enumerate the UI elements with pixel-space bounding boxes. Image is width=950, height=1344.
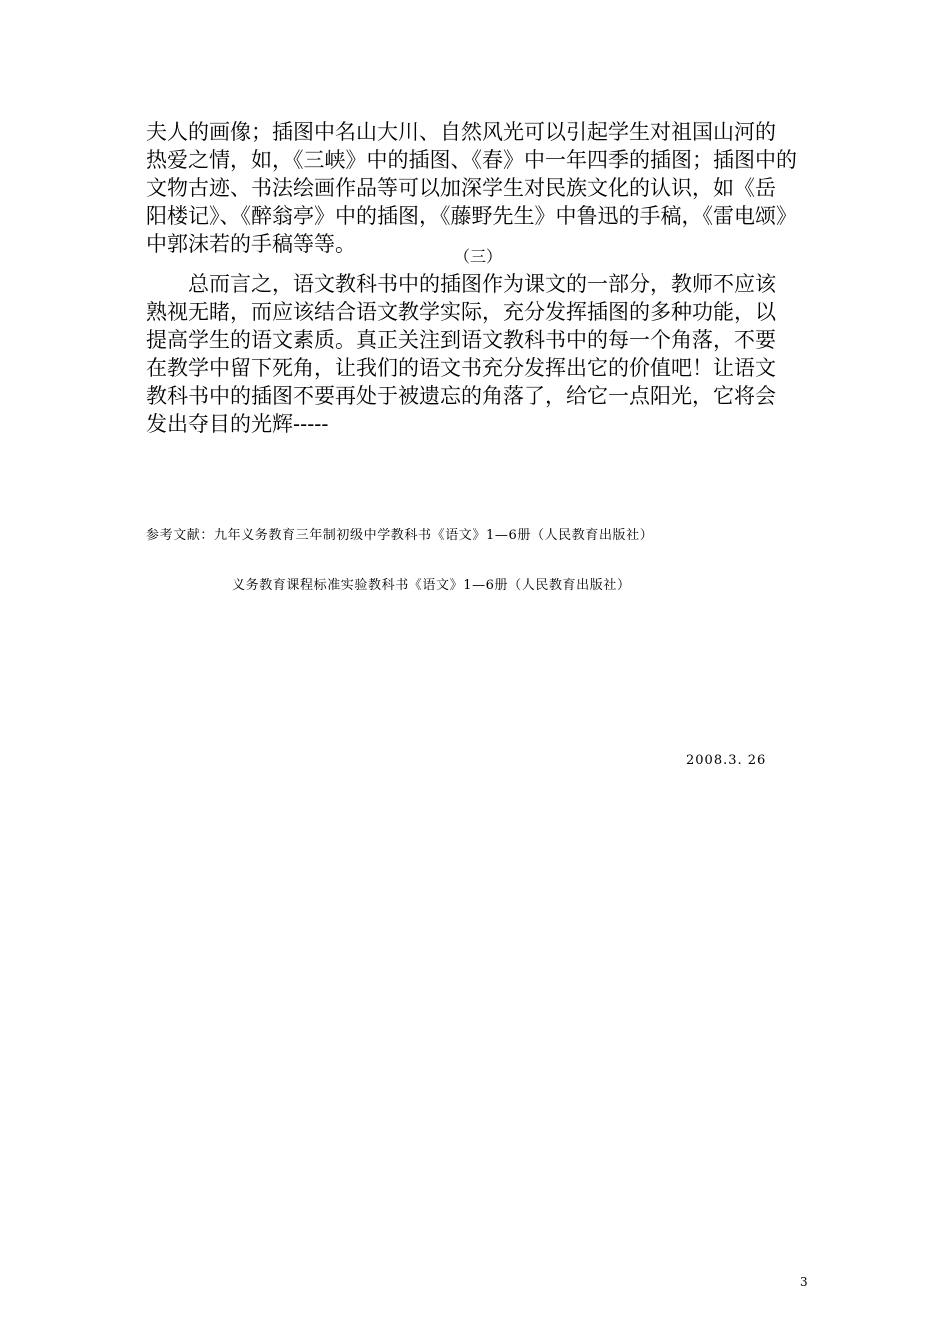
- reference-item-1: 参考文献：九年义务教育三年制初级中学教科书《语文》1—6册（人民教育出版社）: [146, 528, 654, 543]
- body-paragraph-2: 总而言之，语文教科书中的插图作为课文的一部分，教师不应该 熟视无睹，而应该结合语文教学实际，充分发挥插图的多种功能，以 提高学生的语文素质。真正关注到语文教科书中的每一个角落，不要 在教学中留下死角，让我们的语文书充分发挥出它的价值吧！让语文 教科书中的插图不要再处于被遗忘的角落了，给它一点阳光，它将会 发出夺目的光辉-----: [146, 272, 776, 436]
- document-date: 2008.3. 26: [686, 753, 767, 768]
- body-paragraph-1: 夫人的画像；插图中名山大川、自然风光可以引起学生对祖国山河的 热爱之情，如，《三峡》中的插图、《春》中一年四季的插图；插图中的 文物古迹、书法绘画作品等可以加深学生对民族文化的认识，如《岳 阳楼记》、《醉翁亭》中的插图，《藤野先生》中鲁迅的手稿，《雷电颂》 中郭沫若的手稿等等。: [146, 120, 797, 256]
- reference-item-2: 义务教育课程标准实验教科书《语文》1—6册（人民教育出版社）: [232, 578, 631, 593]
- section-heading: （三）: [453, 247, 502, 266]
- page-number: 3: [800, 1275, 808, 1289]
